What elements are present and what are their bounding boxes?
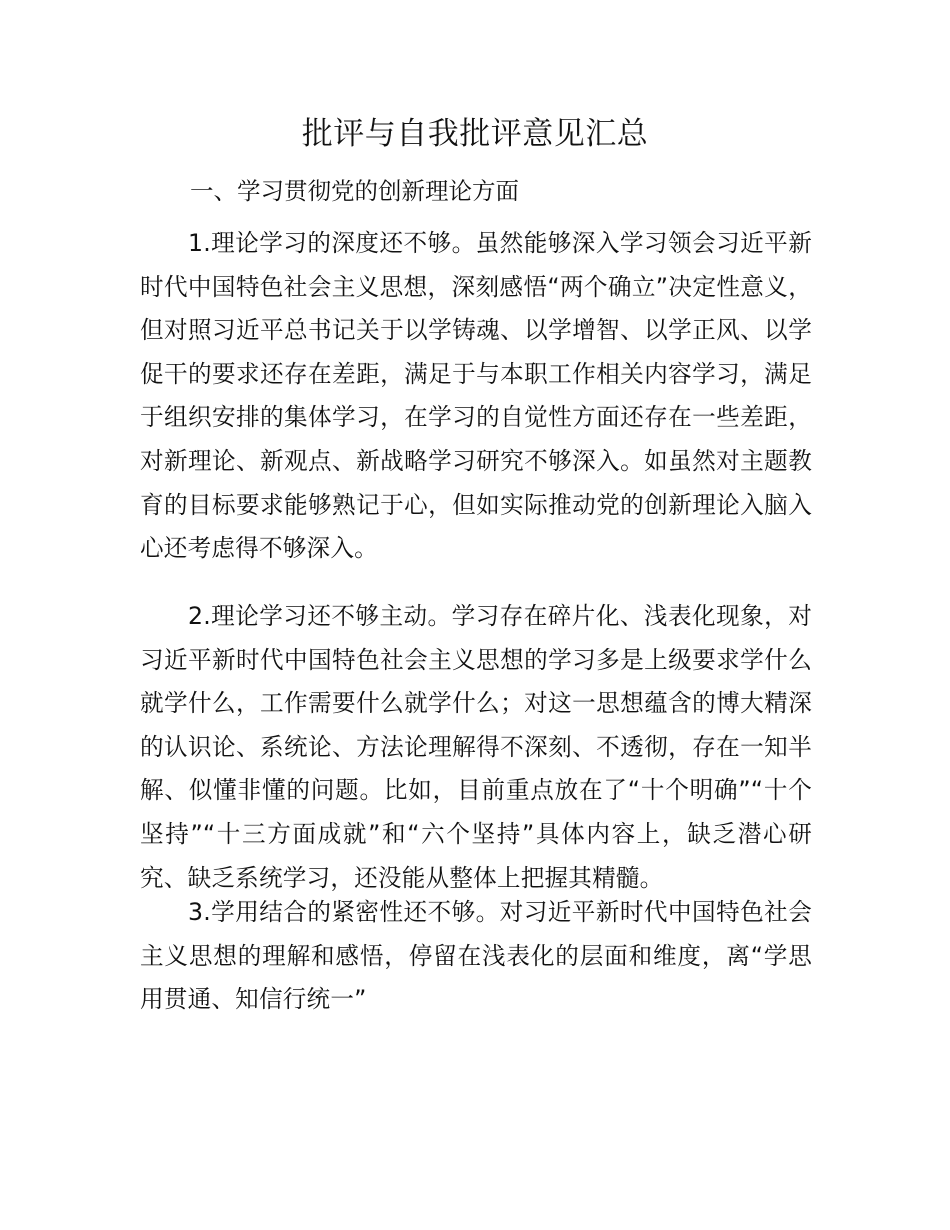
section-heading: 一、学习贯彻党的创新理论方面 bbox=[190, 177, 519, 205]
paragraph-3: 3.学用结合的紧密性还不够。对习近平新时代中国特色社会主义思想的理解和感悟，停留在浅表化的层面和维度，离“学思用贯通、知信行统一” bbox=[140, 898, 812, 1014]
document-title: 批评与自我批评意见汇总 bbox=[301, 116, 649, 152]
paragraph-2: 2.理论学习还不够主动。学习存在碎片化、浅表化现象，对习近平新时代中国特色社会主义思想的学习多是上级要求学什么就学什么，工作需要什么就学什么；对这一思想蕴含的博大精深的认识论、系统论、方法论理解得不深刻、不透彻，存在一知半解、似懂非懂的问题。比如，目前重点放在了“十个明确”“十个坚持”“十三方面成就”和“六个坚持”具体内容上，缺乏潜心研究、缺乏系统学习，还没能从整体上把握其精髓。 bbox=[140, 602, 812, 892]
paragraph-1: 1.理论学习的深度还不够。虽然能够深入学习领会习近平新时代中国特色社会主义思想，深刻感悟“两个确立”决定性意义，但对照习近平总书记关于以学铸魂、以学增智、以学正风、以学促干的要求还存在差距，满足于与本职工作相关内容学习，满足于组织安排的集体学习，在学习的自觉性方面还存在一些差距，对新理论、新观点、新战略学习研究不够深入。如虽然对主题教育的目标要求能够熟记于心，但如实际推动党的创新理论入脑入心还考虑得不够深入。 bbox=[140, 229, 812, 563]
